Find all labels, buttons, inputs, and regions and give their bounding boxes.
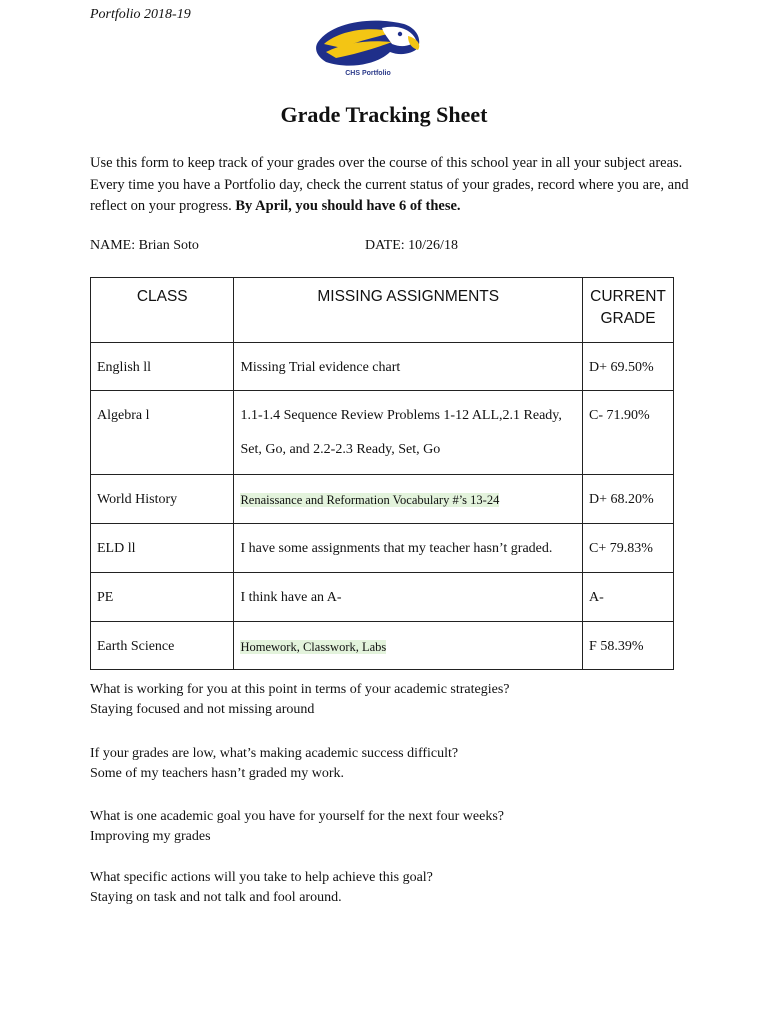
header-class: CLASS [91, 278, 234, 343]
missing-cell [234, 622, 583, 670]
missing-cell: Missing Trial evidence chart [234, 343, 583, 391]
question-text: If your grades are low, what’s making academic success difficult? [90, 746, 459, 761]
grade-cell: C+ 79.83% [583, 524, 674, 573]
table-row [91, 391, 674, 475]
class-cell: PE [91, 573, 234, 622]
missing-cell [234, 475, 583, 524]
question-text: What is working for you at this point in terms of your academic strategies? [90, 682, 510, 697]
answer-text: Staying focused and not missing around [90, 702, 315, 717]
grade-table [90, 277, 674, 670]
table-row [91, 622, 674, 670]
logo-caption: CHS Portfolio [345, 70, 391, 77]
grade-cell: D+ 68.20% [583, 475, 674, 524]
table-row [91, 343, 674, 391]
class-cell: English ll [91, 343, 234, 391]
class-cell: Algebra l [91, 391, 234, 475]
reflection-block [90, 868, 690, 908]
grade-cell: D+ 69.50% [583, 343, 674, 391]
missing-cell: 1.1-1.4 Sequence Review Problems 1-12 ALL,2.1 Ready, Set, Go, and 2.2-2.3 Ready, Set, Go [234, 391, 583, 475]
reflection-block [90, 680, 690, 720]
intro-emphasis: By April, you should have 6 of these. [235, 198, 461, 214]
intro-paragraph [90, 153, 690, 218]
grade-cell: C- 71.90% [583, 391, 674, 475]
grade-cell: F 58.39% [583, 622, 674, 670]
student-name-field: NAME: Brian Soto [90, 238, 199, 253]
missing-cell: I have some assignments that my teacher hasn’t graded. [234, 524, 583, 573]
table-row [91, 524, 674, 573]
portfolio-year-note: Portfolio 2018-19 [90, 7, 191, 22]
intro-text: Use this form to keep track of your grades over the course of this school year in all your subject areas. Every time you have a Portfolio day, check the current status of your grades, record where you are, and reflect on your progress. [90, 155, 689, 214]
header-current-grade: CURRENT GRADE [583, 278, 674, 343]
table-row [91, 573, 674, 622]
page-title: Grade Tracking Sheet [280, 102, 488, 127]
table-row [91, 475, 674, 524]
table-header-row [91, 278, 674, 343]
reflection-block [90, 744, 690, 784]
answer-text: Staying on task and not talk and fool around. [90, 890, 342, 905]
reflection-block [90, 807, 690, 847]
date-field: DATE: 10/26/18 [365, 238, 458, 253]
missing-cell: I think have an A- [234, 573, 583, 622]
header-missing-assignments: MISSING ASSIGNMENTS [234, 278, 583, 343]
class-cell: Earth Science [91, 622, 234, 670]
grade-cell: A- [583, 573, 674, 622]
class-cell: ELD ll [91, 524, 234, 573]
missing-text-highlighted: Homework, Classwork, Labs [240, 640, 387, 654]
question-text: What specific actions will you take to help achieve this goal? [90, 870, 433, 885]
question-text: What is one academic goal you have for yourself for the next four weeks? [90, 809, 505, 824]
missing-text-highlighted: Renaissance and Reformation Vocabulary #’s 13-24 [240, 493, 500, 507]
answer-text: Some of my teachers hasn’t graded my work. [90, 766, 345, 781]
answer-text: Improving my grades [90, 829, 211, 844]
class-cell: World History [91, 475, 234, 524]
